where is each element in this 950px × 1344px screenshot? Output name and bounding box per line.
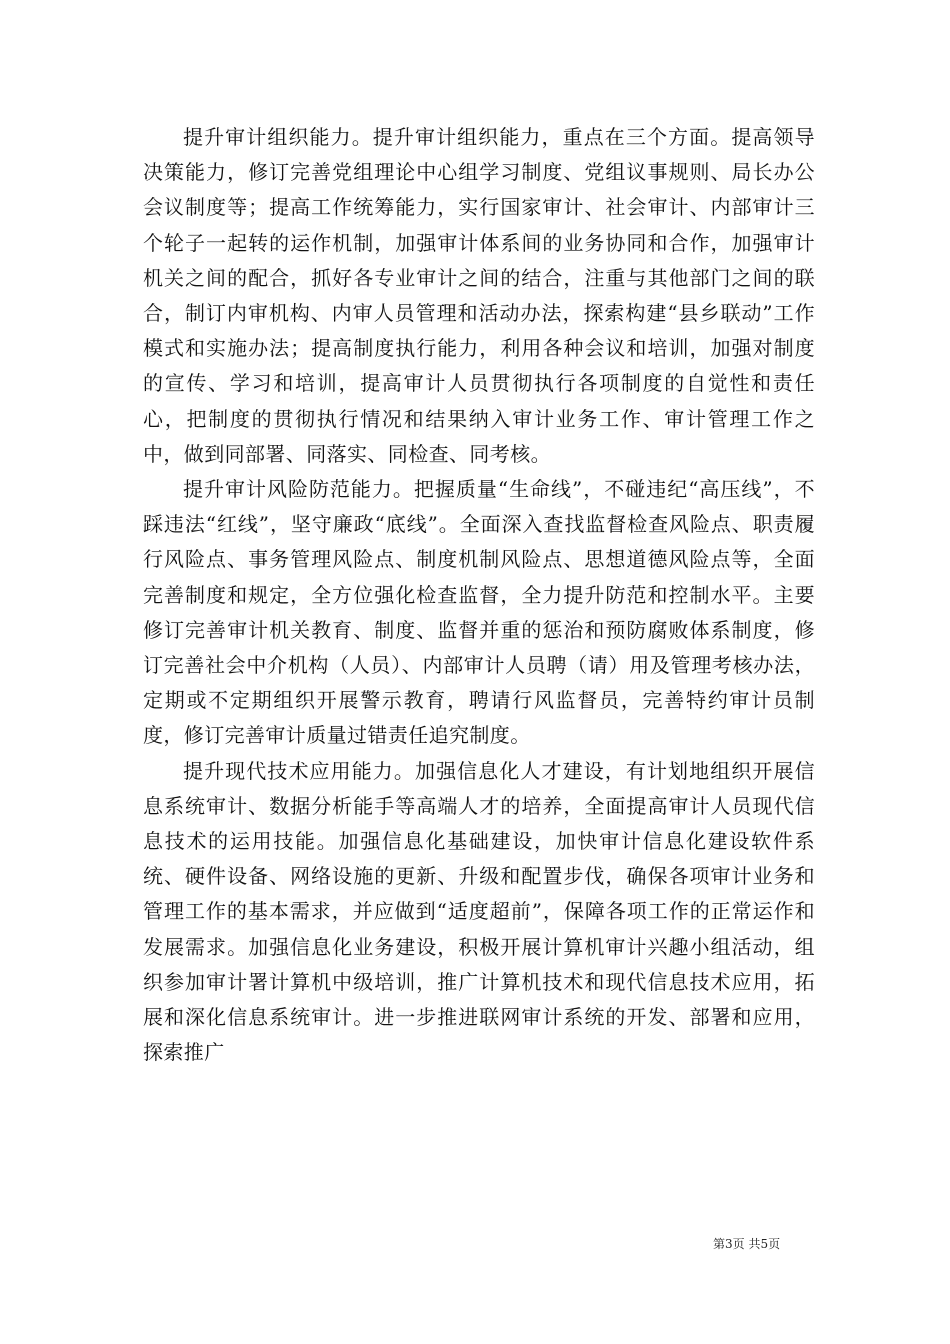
- page-number-footer: 第3页 共5页: [713, 1237, 781, 1251]
- paragraph-audit-risk-prevention: 提升审计风险防范能力。把握质量“生命线”，不碰违纪“高压线”，不踩违法“红线”，坚守廉政“底线”。全面深入查找监督检查风险点、职责履行风险点、事务管理风险点、制度机制风险点、思想道德风险点等，全面完善制度和规定，全方位强化检查监督，全力提升防范和控制水平。主要修订完善审计机关教育、制度、监督并重的惩治和预防腐败体系制度，修订完善社会中介机构（人员）、内部审计人员聘（请）用及管理考核办法，定期或不定期组织开展警示教育，聘请行风监督员，完善特约审计员制度，修订完善审计质量过错责任追究制度。: [143, 477, 815, 748]
- document-body: [143, 120, 815, 1070]
- paragraph-modern-technology: 提升现代技术应用能力。加强信息化人才建设，有计划地组织开展信息系统审计、数据分析能手等高端人才的培养，全面提高审计人员现代信息技术的运用技能。加强信息化基础建设，加快审计信息化建设软件系统、硬件设备、网络设施的更新、升级和配置步伐，确保各项审计业务和管理工作的基本需求，并应做到“适度超前”，保障各项工作的正常运作和发展需求。加强信息化业务建设，积极开展计算机审计兴趣小组活动，组织参加审计署计算机中级培训，推广计算机技术和现代信息技术应用，拓展和深化信息系统审计。进一步推进联网审计系统的开发、部署和应用，探索推广: [143, 758, 815, 1065]
- paragraph-audit-organization: 提升审计组织能力。提升审计组织能力，重点在三个方面。提高领导决策能力，修订完善党组理论中心组学习制度、党组议事规则、局长办公会议制度等；提高工作统筹能力，实行国家审计、社会审计、内部审计三个轮子一起转的运作机制，加强审计体系间的业务协同和合作，加强审计机关之间的配合，抓好各专业审计之间的结合，注重与其他部门之间的联合，制订内审机构、内审人员管理和活动办法，探索构建“县乡联动”工作模式和实施办法；提高制度执行能力，利用各种会议和培训，加强对制度的宣传、学习和培训，提高审计人员贯彻执行各项制度的自觉性和责任心，把制度的贯彻执行情况和结果纳入审计业务工作、审计管理工作之中，做到同部署、同落实、同检查、同考核。: [143, 125, 815, 466]
